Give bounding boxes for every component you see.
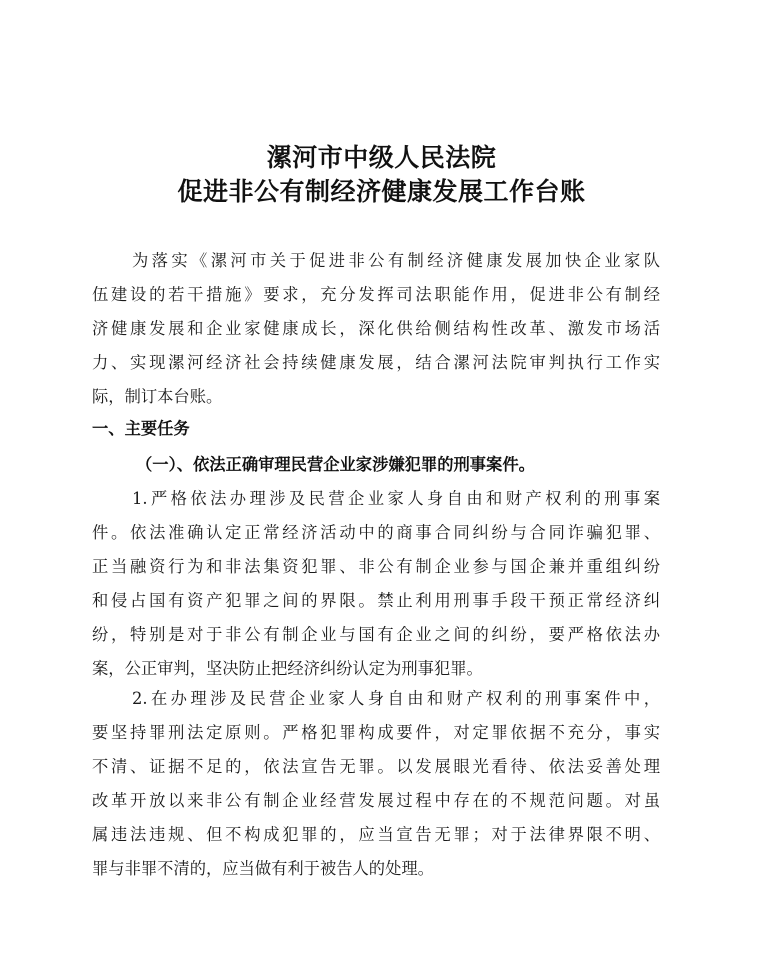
intro-line-2: 伍建设的若干措施》要求，充分发挥司法职能作用，促进非公有制经 xyxy=(92,285,660,304)
intro-line-1: 为落实《漯河市关于促进非公有制经济健康发展加快企业家队 xyxy=(132,251,660,270)
item2-line-6: 罪与非罪不清的，应当做有利于被告人的处理。 xyxy=(92,859,434,878)
item1-line-6: 案，公正审判，坚决防止把经济纠纷认定为刑事犯罪。 xyxy=(92,659,483,678)
item2-line-1: 2.在办理涉及民营企业家人身自由和财产权利的刑事案件中， xyxy=(132,689,660,708)
item1-line-3: 正当融资行为和非法集资犯罪、非公有制企业参与国企兼并重组纠纷 xyxy=(92,557,660,576)
intro-line-3: 济健康发展和企业家健康成长，深化供给侧结构性改革、激发市场活 xyxy=(92,319,660,338)
item1-line-2: 件。依法准确认定正常经济活动中的商事合同纠纷与合同诈骗犯罪、 xyxy=(92,523,660,542)
item1-line-4: 和侵占国有资产犯罪之间的界限。禁止利用刑事手段干预正常经济纠 xyxy=(92,591,660,610)
intro-line-4: 力、实现漯河经济社会持续健康发展，结合漯河法院审判执行工作实 xyxy=(92,353,660,372)
item2-line-3: 不清、证据不足的，依法宣告无罪。以发展眼光看待、依法妥善处理 xyxy=(92,757,660,776)
item2-line-4: 改革开放以来非公有制企业经营发展过程中存在的不规范问题。对虽 xyxy=(92,791,660,810)
item2-line-5: 属违法违规、但不构成犯罪的，应当宣告无罪；对于法律界限不明、 xyxy=(92,825,660,844)
intro-line-5: 际，制订本台账。 xyxy=(92,387,223,406)
document-title-line2: 促进非公有制经济健康发展工作台账 xyxy=(177,177,586,206)
section-heading: 一、主要任务 xyxy=(92,419,190,438)
item1-line-5: 纷，特别是对于非公有制企业与国有企业之间的纠纷，要严格依法办 xyxy=(92,625,660,644)
document-title-line1: 漯河市中级人民法院 xyxy=(266,143,497,172)
item1-line-1: 1.严格依法办理涉及民营企业家人身自由和财产权利的刑事案 xyxy=(132,489,660,508)
item2-line-2: 要坚持罪刑法定原则。严格犯罪构成要件，对定罪依据不充分，事实 xyxy=(92,723,660,742)
subsection-heading: （一）、依法正确审理民营企业家涉嫌犯罪的刑事案件。 xyxy=(136,455,535,474)
